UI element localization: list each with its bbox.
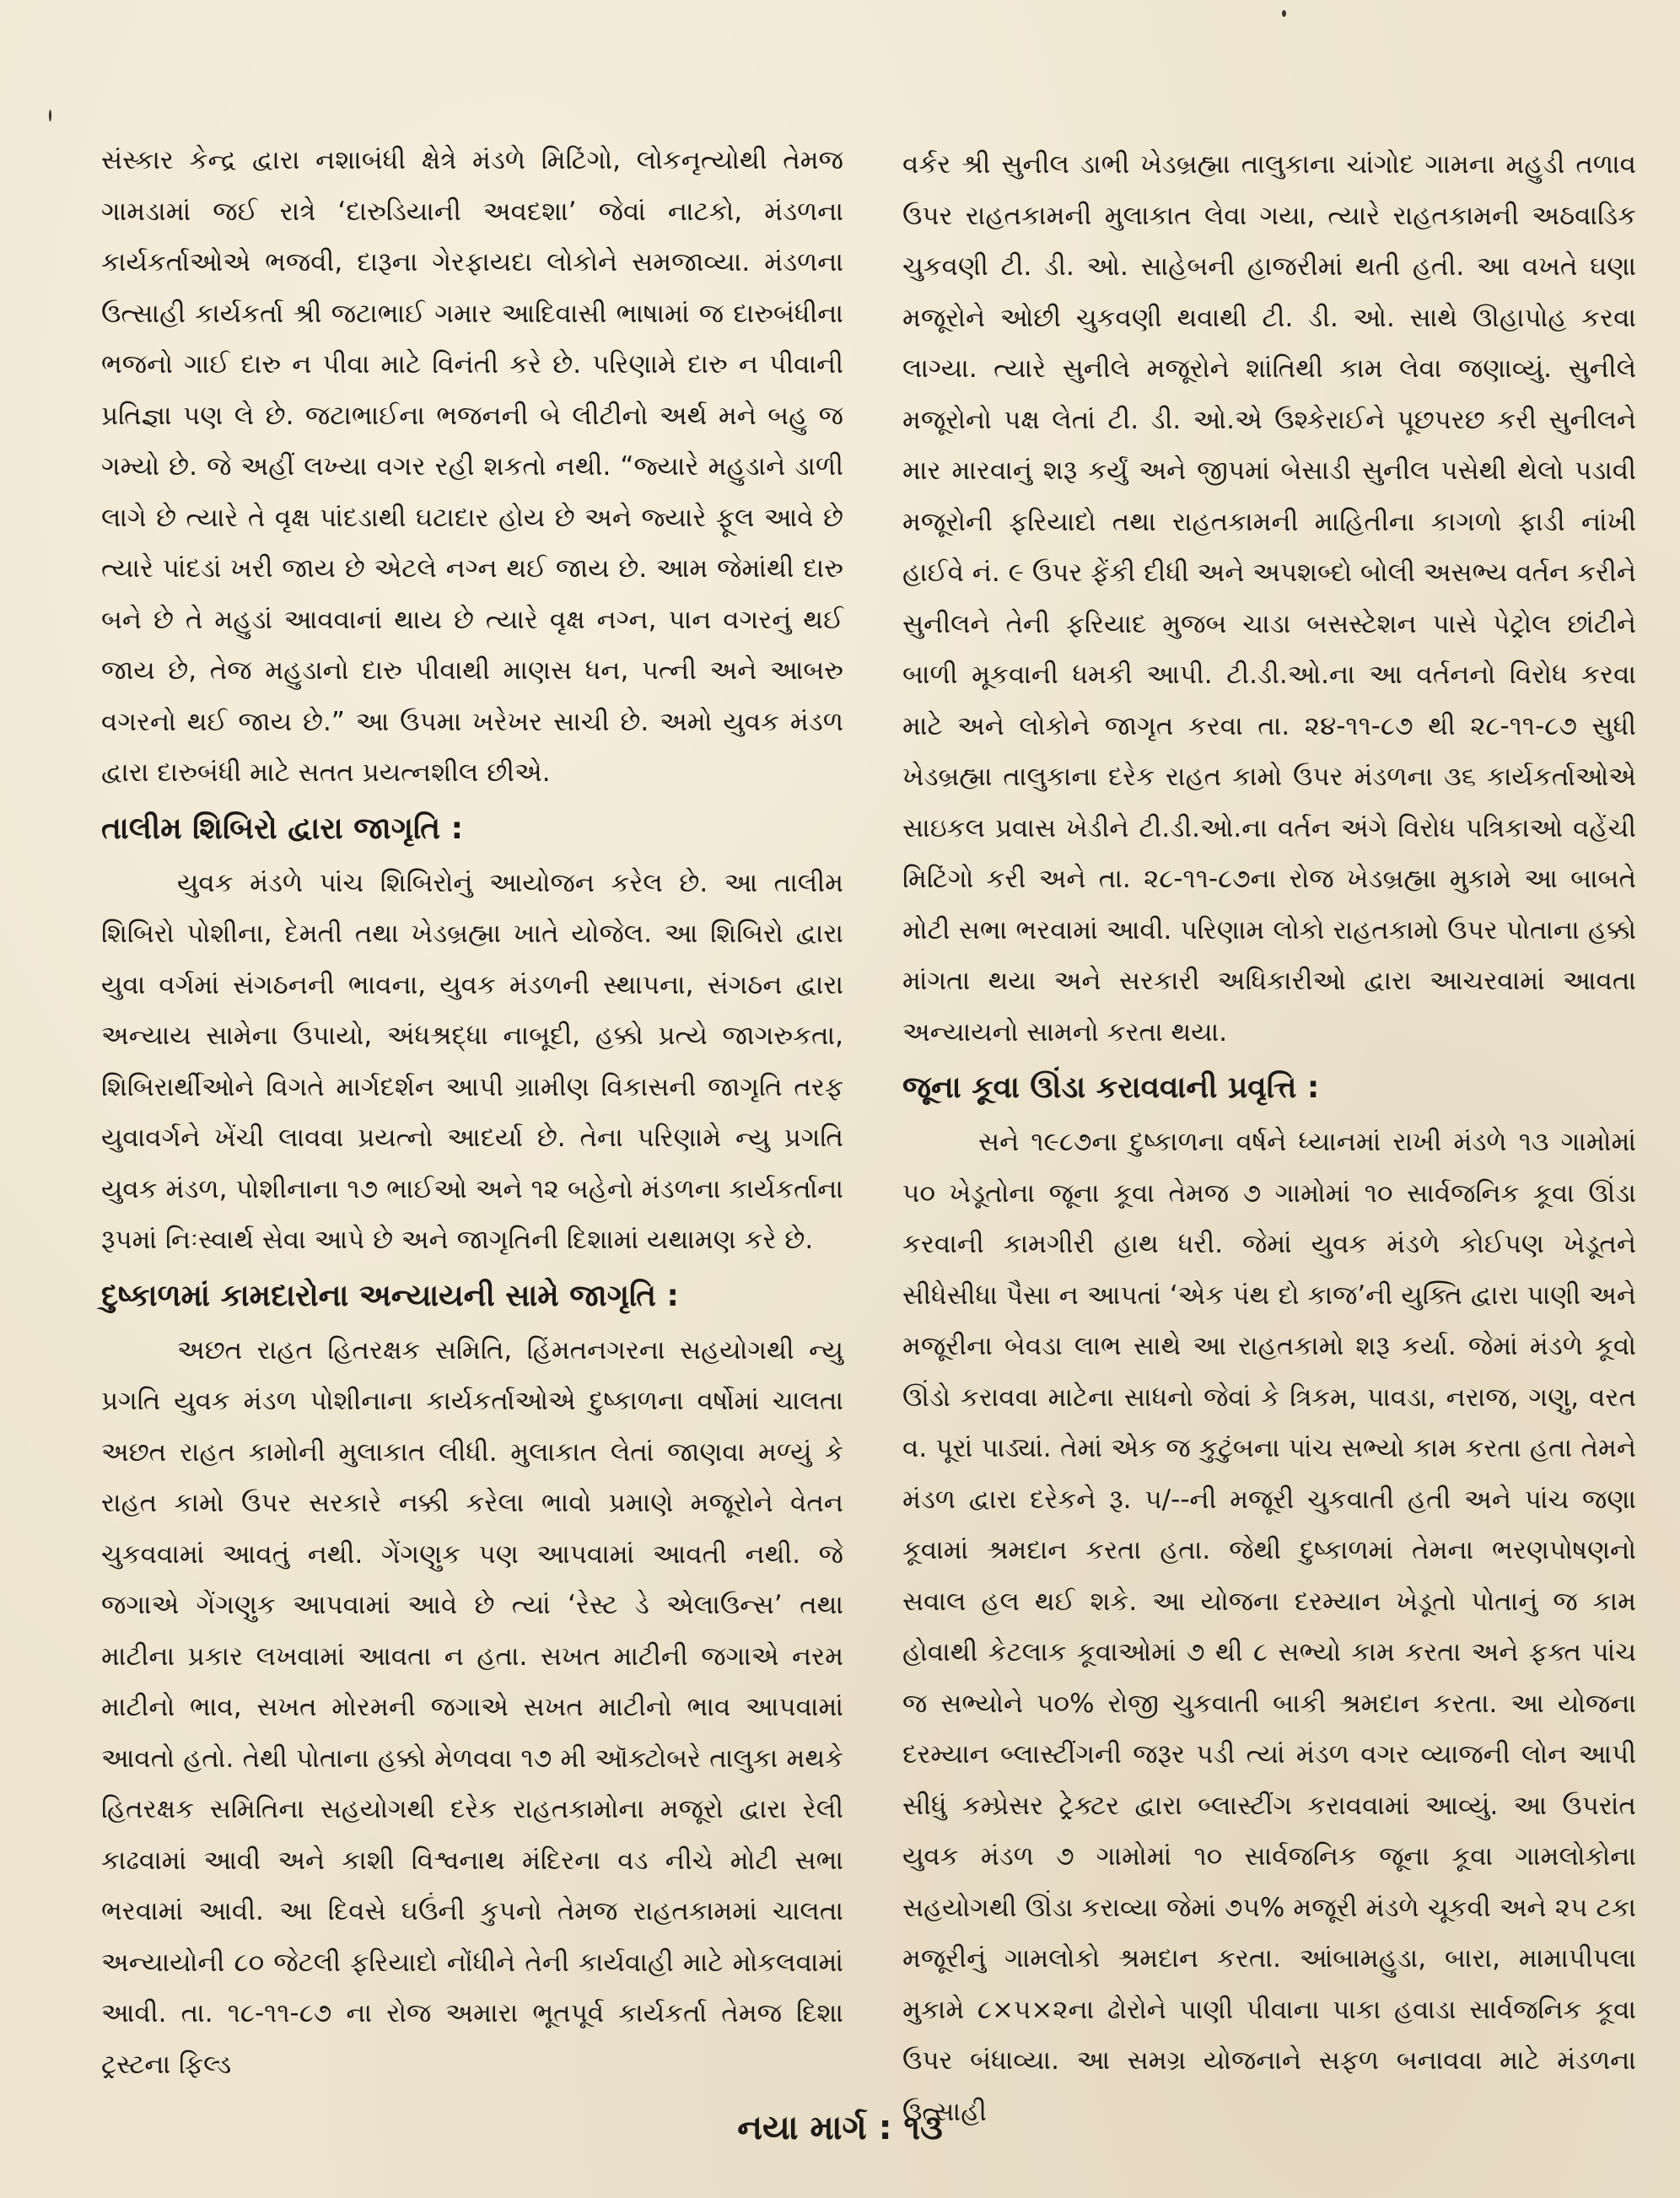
right-paragraph-1: વર્કર શ્રી સુનીલ ડાભી ખેડબ્રહ્મા તાલુકાના ચાંગોદ ગામના મહુડી તળાવ ઉપર રાહતકામની મુલાકાત લેવા ગયા, ત્યારે રાહતકામની અઠવાડિક ચુકવણી ટી. ડી. ઓ. સાહેબની હાજરીમાં થતી હતી. આ વખતે ઘણા મજૂરોને ઓછી ચુકવણી થવાથી ટી. ડી. ઓ. સાથે ઊહાપોહ કરવા લાગ્યા. ત્યારે સુનીલે મજૂરોને શાંતિથી કામ લેવા જણાવ્યું. સુનીલે મજૂરોનો પક્ષ લેતાં ટી. ડી. ઓ.એ ઉશ્કેરાઈને પૂછપરછ કરી સુનીલને માર મારવાનું શરૂ કર્યું અને જીપમાં બેસાડી સુનીલ પસેથી થેલો પડાવી મજૂરોની ફરિયાદો તથા રાહતકામની માહિતીના કાગળો ફાડી નાંખી હાઈવે નં. ૯ ઉપર ફેંકી દીધી અને અપશબ્દો બોલી અસભ્ય વર્તન કરીને સુનીલને તેની ફરિયાદ મુજબ ચાડા બસસ્ટેશન પાસે પેટ્રોલ છાંટીને બાળી મૂકવાની ધમકી આપી. ટી.ડી.ઓ.ના આ વર્તનનો વિરોધ કરવા માટે અને લોકોને જાગૃત કરવા તા. ૨૪-૧૧-૮૭ થી ૨૮-૧૧-૮૭ સુધી ખેડબ્રહ્મા તાલુકાના દરેક રાહત કામો ઉપર મંડળના ૩૬ કાર્યકર્તાઓએ સાઇકલ પ્રવાસ ખેડીને ટી.ડી.ઓ.ના વર્તન અંગે વિરોધ પત્રિકાઓ વહેંચી મિટિંગો કરી અને તા. ૨૮-૧૧-૮૭ના રોજ ખેડબ્રહ્મા મુકામે આ બાબતે મોટી સભા ભરવામાં આવી. પરિણામ લોકો રાહતકામો ઉપર પોતાના હક્કો માંગતા થયા અને સરકારી અધિકારીઓ દ્વારા આચરવામાં આવતા અન્યાયનો સામનો કરતા થયા. bbox=[902, 149, 1636, 1048]
right-paragraph-2: સને ૧૯૮૭ના દુષ્કાળના વર્ષને ધ્યાનમાં રાખી મંડળે ૧૩ ગામોમાં ૫૦ ખેડૂતોના જૂના કૂવા તેમજ ૭ ગામોમાં ૧૦ સાર્વજનિક કૂવા ઊંડા કરવાની કામગીરી હાથ ધરી. જેમાં યુવક મંડળે કોઈપણ ખેડૂતને સીધેસીધા પૈસા ન આપતાં ‘એક પંથ દો કાજ’ની યુક્તિ દ્વારા પાણી અને મજૂરીના બેવડા લાભ સાથે આ રાહતકામો શરૂ કર્યા. જેમાં મંડળે કૂવો ઊંડો કરાવવા માટેના સાધનો જેવાં કે ત્રિકમ, પાવડા, નરાજ, ગણુ, વરત વ. પૂરાં પાડ્યાં. તેમાં એક જ કુટુંબના પાંચ સભ્યો કામ કરતા હતા તેમને મંડળ દ્વારા દરેકને રૂ. ૫/--ની મજૂરી ચુકવાતી હતી અને પાંચ જણા કૂવામાં શ્રમદાન કરતા હતા. જેથી દુષ્કાળમાં તેમના ભરણપોષણનો સવાલ હલ થઈ શકે. આ યોજના દરમ્યાન ખેડૂતો પોતાનું જ કામ હોવાથી કેટલાક કૂવાઓમાં ૭ થી ૮ સભ્યો કામ કરતા અને ફક્ત પાંચ જ સભ્યોને ૫૦% રોજી ચુકવાતી બાકી શ્રમદાન કરતા. આ યોજના દરમ્યાન બ્લાસ્ટીંગની જરૂર પડી ત્યાં મંડળ વગર વ્યાજની લોન આપી સીધું કમ્પ્રેસર ટ્રેક્ટર દ્વારા બ્લાસ્ટીંગ કરાવવામાં આવ્યું. આ ઉપરાંત યુવક મંડળ ૭ ગામોમાં ૧૦ સાર્વજનિક જૂના કૂવા ગામલોકોના સહયોગથી ઊંડા કરાવ્યા જેમાં ૭૫% મજૂરી મંડળે ચૂકવી અને ૨૫ ટકા મજૂરીનું ગામલોકો શ્રમદાન કરતા. આંબામહુડા, બારા, મામાપીપલા મુકામે ૮×૫×૨ના ઢોરોને પાણી પીવાના પાકા હવાડા સાર્વજનિક કૂવા ઉપર બંધાવ્યા. આ સમગ્ર યોજનાને સફળ બનાવવા માટે મંડળના ઉત્સાહી bbox=[902, 1127, 1636, 2127]
paper-speck bbox=[1282, 10, 1286, 17]
paper-speck bbox=[49, 110, 51, 121]
right-heading-old-wells: જૂના કૂવા ઊંડા કરાવવાની પ્રવૃત્તિ : bbox=[902, 1070, 1320, 1105]
page-footer: નયા માર્ગ : ૧૩ bbox=[737, 2109, 943, 2147]
left-heading-training-camps: તાલીમ શિબિરો દ્વારા જાગૃતિ : bbox=[101, 811, 463, 846]
left-paragraph-3: અછત રાહત હિતરક્ષક સમિતિ, હિંમતનગરના સહયોગથી ન્યુ પ્રગતિ યુવક મંડળ પોશીનાના કાર્યકર્તાઓએ દુષ્કાળના વર્ષોમાં ચાલતા અછત રાહત કામોની મુલાકાત લીધી. મુલાકાત લેતાં જાણવા મળ્યું કે રાહત કામો ઉપર સરકારે નક્કી કરેલા ભાવો પ્રમાણે મજૂરોને વેતન ચુકવવામાં આવતું નથી. ગેંગણુક પણ આપવામાં આવતી નથી. જે જગાએ ગેંગણુક આપવામાં આવે છે ત્યાં ‘રેસ્ટ ડે એલાઉન્સ’ તથા માટીના પ્રકાર લખવામાં આવતા ન હતા. સખત માટીની જગાએ નરમ માટીનો ભાવ, સખત મોરમની જગાએ સખત માટીનો ભાવ આપવામાં આવતો હતો. તેથી પોતાના હક્કો મેળવવા ૧૭ મી ઑક્ટોબરે તાલુકા મથકે હિતરક્ષક સમિતિના સહયોગથી દરેક રાહતકામોના મજૂરો દ્વારા રેલી કાઢવામાં આવી અને કાશી વિશ્વનાથ મંદિરના વડ નીચે મોટી સભા ભરવામાં આવી. આ દિવસે ઘઉંની કુપનો તેમજ રાહતકામમાં ચાલતા અન્યાયોની ૮૦ જેટલી ફરિયાદો નોંધીને તેની કાર્યવાહી માટે મોકલવામાં આવી. તા. ૧૮-૧૧-૮૭ ના રોજ અમારા ભૂતપૂર્વ કાર્યકર્તા તેમજ દિશા ટ્રસ્ટના ફિલ્ડ bbox=[101, 1334, 843, 2080]
right-column bbox=[902, 139, 1636, 2137]
left-heading-famine-injustice: દુષ્કાળમાં કામદારોના અન્યાયની સામે જાગૃતિ : bbox=[101, 1278, 679, 1313]
left-paragraph-1: સંસ્કાર કેન્દ્ર દ્વારા નશાબંધી ક્ષેત્રે મંડળે મિટિંગો, લોકનૃત્યોથી તેમજ ગામડામાં જઈ રાત્રે ‘દારુડિયાની અવદશા’ જેવાં નાટકો, મંડળના કાર્યકર્તાઓએ ભજવી, દારૂના ગેરફાયદા લોકોને સમજાવ્યા. મંડળના ઉત્સાહી કાર્યકર્તા શ્રી જટાભાઈ ગમાર આદિવાસી ભાષામાં જ દારુબંધીના ભજનો ગાઈ દારુ ન પીવા માટે વિનંતી કરે છે. પરિણામે દારુ ન પીવાની પ્રતિજ્ઞા પણ લે છે. જટાભાઈના ભજનની બે લીટીનો અર્થ મને બહુ જ ગમ્યો છે. જે અહીં લખ્યા વગર રહી શકતો નથી. “જ્યારે મહુડાને ડાળી લાગે છે ત્યારે તે વૃક્ષ પાંદડાથી ઘટાદાર હોય છે અને જ્યારે ફૂલ આવે છે ત્યારે પાંદડાં ખરી જાય છે એટલે નગ્ન થઈ જાય છે. આમ જેમાંથી દારુ બને છે તે મહુડાં આવવાનાં થાય છે ત્યારે વૃક્ષ નગ્ન, પાન વગરનું થઈ જાય છે, તેજ મહુડાનો દારુ પીવાથી માણસ ધન, પત્ની અને આબરુ વગરનો થઈ જાય છે.” આ ઉપમા ખરેખર સાચી છે. અમો યુવક મંડળ દ્વારા દારુબંધી માટે સતત પ્રયત્નશીલ છીએ. bbox=[101, 145, 843, 788]
left-paragraph-2: યુવક મંડળે પાંચ શિબિરોનું આયોજન કરેલ છે. આ તાલીમ શિબિરો પોશીના, દેમતી તથા ખેડબ્રહ્મા ખાતે યોજેલ. આ શિબિરો દ્વારા યુવા વર્ગમાં સંગઠનની ભાવના, યુવક મંડળની સ્થાપના, સંગઠન દ્વારા અન્યાય સામેના ઉપાયો, અંધશ્રદ્ધા નાબૂદી, હક્કો પ્રત્યે જાગરુકતા, શિબિરાર્થીઓને વિગતે માર્ગદર્શન આપી ગ્રામીણ વિકાસની જાગૃતિ તરફ યુવાવર્ગને ખેંચી લાવવા પ્રયત્નો આદર્યા છે. તેના પરિણામે ન્યુ પ્રગતિ યુવક મંડળ, પોશીનાના ૧૭ ભાઈઓ અને ૧૨ બહેનો મંડળના કાર્યકર્તાના રૂપમાં નિઃસ્વાર્થ સેવા આપે છે અને જાગૃતિની દિશામાં યથામણ કરે છે. bbox=[101, 867, 843, 1255]
left-column bbox=[101, 135, 843, 2090]
